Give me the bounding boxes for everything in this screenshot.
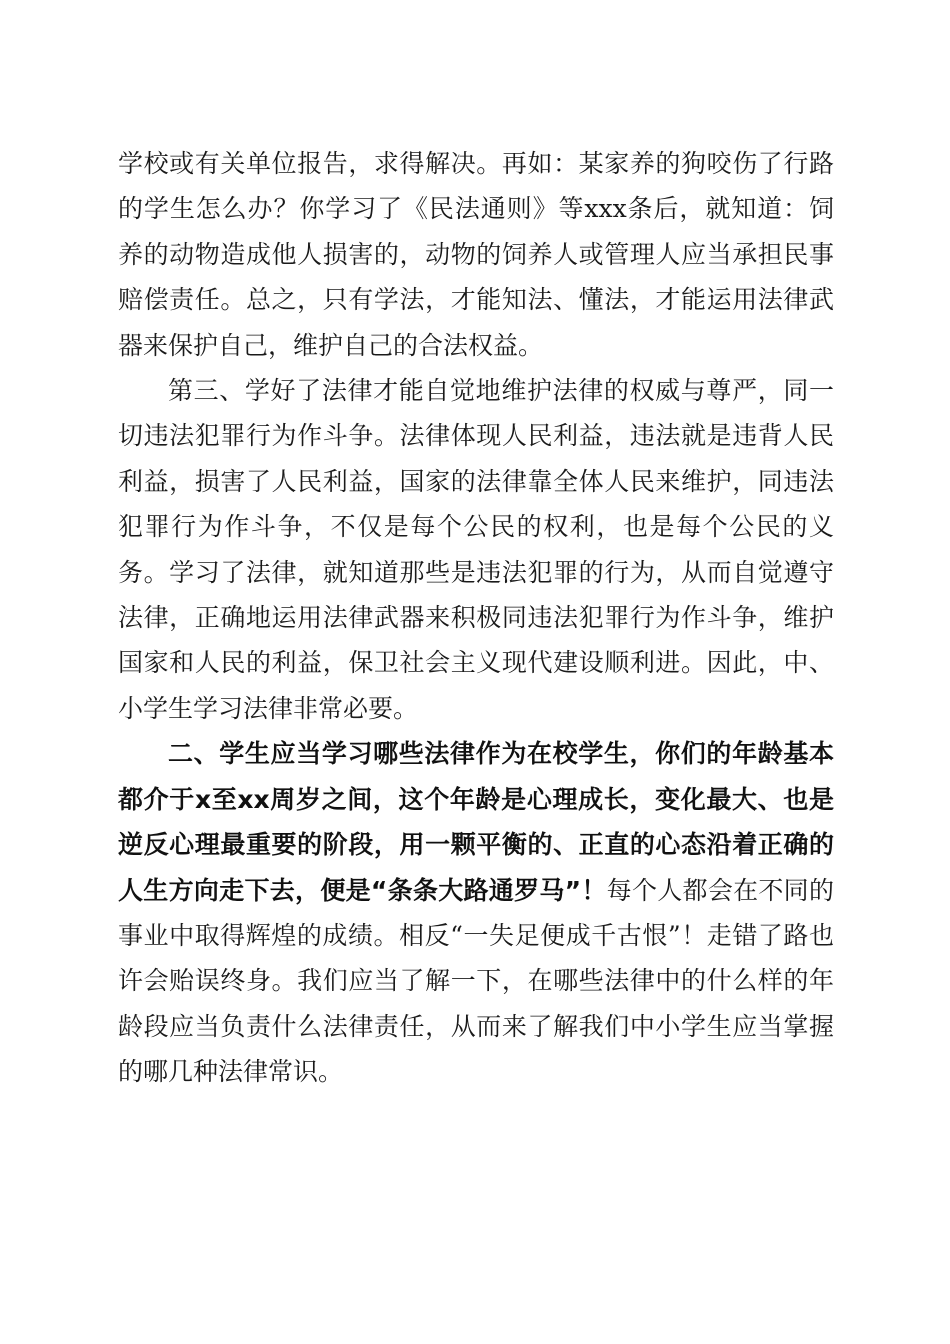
document-body bbox=[118, 141, 834, 1095]
paragraph-third-point: 第三、学好了法律才能自觉地维护法律的权威与尊严，同一切违法犯罪行为作斗争。法律体现人民利益，违法就是违背人民利益，损害了人民利益，国家的法律靠全体人民来维护，同违法犯罪行为作斗争，不仅是每个公民的权利，也是每个公民的义务。学习了法律，就知道那些是违法犯罪的行为，从而自觉遵守法律，正确地运用法律武器来积极同违法犯罪行为作斗争，维护国家和人民的利益，保卫社会主义现代建设顺利进。因此，中、小学生学习法律非常必要。 bbox=[118, 376, 834, 723]
paragraph-continuation: 学校或有关单位报告，求得解决。再如：某家养的狗咬伤了行路的学生怎么办？你学习了《民法通则》等xxx条后，就知道：饲养的动物造成他人损害的，动物的饲养人或管理人应当承担民事赔偿责任。总之，只有学法，才能知法、懂法，才能运用法律武器来保护自己，维护自己的合法权益。 bbox=[118, 149, 834, 360]
section-two-heading: 二、学生应当学习哪些法律作为在校学生，你们的年龄基本都介于x至xx周岁之间，这个年龄是心理成长，变化最大、也是逆反心理最重要的阶段，用一颗平衡的、正直的心态沿着正确的人生方向走下去，便是“条条大路通罗马”！ bbox=[118, 739, 834, 905]
paragraph-section-two bbox=[118, 731, 834, 1094]
section-two-body: 每个人都会在不同的事业中取得辉煌的成绩。相反“一失足便成千古恨”！走错了路也许会贻误终身。我们应当了解一下，在哪些法律中的什么样的年龄段应当负责什么法律责任，从而来了解我们中小学生应当掌握的哪几种法律常识。 bbox=[118, 875, 834, 1087]
